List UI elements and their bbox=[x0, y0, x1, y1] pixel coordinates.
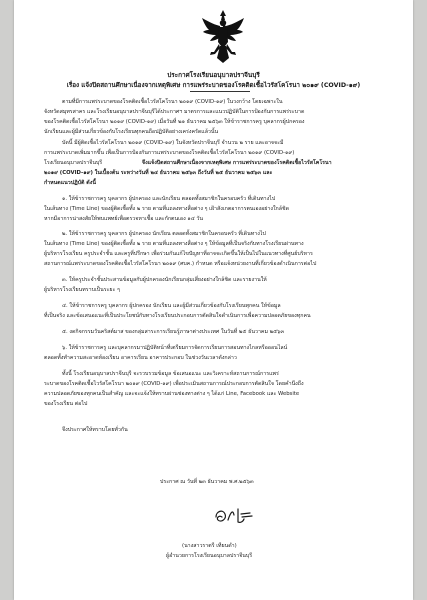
paragraph-1-line-2: จังหวัดสมุทรสาคร และโรงเรียนอนุบาลปราจีนบุรีได้ประกาศฯ มาตรการและแนวปฏิบัติในการป้องกันการแพร่ระบาด bbox=[44, 109, 305, 115]
paragraph-2-line-5: กำหนดแนวปฏิบัติ ดังนี้ bbox=[44, 180, 96, 186]
paragraph-1-line-4: นักเรียนและผู้มีส่วนเกี่ยวข้องกับโรงเรียนทุกคนถือปฏิบัติอย่างเคร่งครัดแล้วนั้น bbox=[44, 129, 219, 135]
item-4-line-1: ๔. ให้ข้าราชการครู บุคลากร ผู้ปกครอง นักเรียน และผู้มีส่วนเกี่ยวข้องกับโรงเรียนทุกคน ให้ข้อมูล bbox=[62, 303, 281, 309]
closing-para-line-2: ระบาดของโรคติดเชื้อไวรัสโคโรนา ๒๐๑๙ (COVID-๑๙) เพื่อประเมินสถานการณ์ประกอบการตัดสินใจ โดยคำนึงถึง bbox=[44, 381, 304, 387]
handwritten-signature-icon bbox=[212, 505, 258, 527]
item-2-line-4: สถานการณ์แพร่ระบาดของโรคติดเชื้อไวรัสโคโรนา ๒๐๑๙ (ศบค.) กำหนด หรือแจ้งหน่วยงานที่เกี่ยวข้องดำเนินการต่อไป bbox=[44, 261, 317, 267]
closing-statement: จึงประกาศให้ทราบโดยทั่วกัน bbox=[62, 427, 128, 433]
announcement-page bbox=[14, 0, 413, 600]
item-3-line-2: ผู้บริหารโรงเรียนทราบเป็นระยะ ๆ bbox=[44, 287, 120, 293]
paragraph-2-line-2: การแพร่ระบาดเพิ่มมากขึ้น เพื่อเป็นการป้องกันการแพร่ระบาดของโรคติดเชื้อไวรัสโคโรนา ๒๐๑๙ (COVID-๑๙) bbox=[44, 150, 295, 156]
paragraph-2-line-3-bold: จึงแจ้งปิดสถานศึกษาเนื่องจากเหตุพิเศษ การแพร่ระบาดของโรคติดเชื้อไวรัสโคโรนา bbox=[142, 160, 332, 166]
title-divider bbox=[190, 91, 250, 92]
signer-name: (นางสาวราตรี เทียนดำ) bbox=[182, 543, 237, 549]
item-6-line-1: ๖. ให้ข้าราชการครู และบุคลากรมาปฏิบัติหน้าที่เตรียมการจัดการเรียนการสอนทางไกลหรือออนไลน์ bbox=[62, 345, 288, 351]
paragraph-1-line-3: ของโรคติดเชื้อไวรัสโคโรนา ๒๐๑๙ (COVID-๑๙) เมื่อวันที่ ๒๑ ธันวาคม ๒๕๖๓ ให้ข้าราชการครู บุคลากรผู้ปกครอง bbox=[44, 119, 305, 125]
item-2-line-1: ๒. ให้ข้าราชการครู บุคลากร ผู้ปกครอง นักเรียน ตลอดทั้งสมาชิกในครอบครัว ที่เดินทางไป bbox=[62, 231, 266, 237]
item-1-line-3: หากมีอาการน่าสงสัยให้พบแพทย์เพื่อตรวจหาเชื้อ และกักตนเอง ๑๔ วัน bbox=[44, 216, 204, 222]
item-1-line-2: ในเส้นทาง (Time Line) ของผู้ติดเชื้อทั้ง ๒ ราย ตามที่แถลงทางสื่อต่าง ๆ เฝ้าสังเกตอาการตนเองอย่างใกล้ชิด bbox=[44, 206, 290, 212]
closing-para-line-3: ความปลอดภัยของทุกคนเป็นสำคัญ และจะแจ้งให้ทราบผ่านช่องทางต่าง ๆ ได้แก่ Line, Facebook และ Website bbox=[44, 391, 300, 397]
item-1-line-1: ๑. ให้ข้าราชการครู บุคลากร ผู้ปกครอง และนักเรียน ตลอดทั้งสมาชิกในครอบครัว ที่เดินทางไป bbox=[62, 196, 276, 202]
item-5-line-1: ๕. งดกิจกรรมวันคริสต์มาส ของกลุ่มสาระการเรียนรู้ภาษาต่างประเทศ ในวันที่ ๒๕ ธันวาคม ๒๕๖๓ bbox=[62, 329, 285, 335]
document-header-title: ประกาศโรงเรียนอนุบาลปราจีนบุรี bbox=[167, 71, 260, 79]
item-2-line-2: ในเส้นทาง (Time Line) ของผู้ติดเชื้อทั้ง ๒ ราย ตามที่แถลงทางสื่อต่าง ๆ ให้ข้อมูลที่เป็นจริงกับทางโรงเรียนผ่านทาง bbox=[44, 241, 304, 247]
closing-para-line-1: ทั้งนี้ โรงเรียนอนุบาลปราจีนบุรี จะรวบรวมข้อมูล ข้อเสนอแนะ และวิเคราะห์สถานการณ์การแพร่ bbox=[62, 371, 279, 377]
paragraph-1-line-1: ตามที่มีการแพร่ระบาดของโรคติดเชื้อไวรัสโคโรนา ๒๐๑๙ (COVID-๑๙) ในวงกว้าง โดยเฉพาะใน bbox=[62, 99, 283, 105]
item-2-line-3: ผู้บริหารโรงเรียน ครูประจำชั้น และครูที่ปรึกษา เพื่อร่วมกันแก้ไขปัญหาที่อาจจะเกิดขึ้นให้เป็นไปในแนวทางที่ศูนย์บริหาร bbox=[44, 251, 313, 257]
garuda-emblem-icon bbox=[200, 8, 246, 64]
closing-para-line-4: ของโรงเรียน ต่อไป bbox=[44, 401, 88, 407]
paragraph-2-line-4-bold: ๒๐๑๙ (COVID-๑๙) ในเบื้องต้น ระหว่างวันที่ ๒๔ ธันวาคม ๒๕๖๓ ถึงวันที่ ๒๕ ธันวาคม ๒๕๖๓ และ bbox=[44, 170, 273, 176]
signer-title: ผู้อำนวยการโรงเรียนอนุบาลปราจีนบุรี bbox=[166, 553, 253, 559]
paragraph-2-line-3-start: โรงเรียนอนุบาลปราจีนบุรี bbox=[44, 160, 103, 166]
paragraph-2-line-1: บัดนี้ มีผู้ติดเชื้อไวรัสโคโรนา ๒๐๑๙ (COVID-๑๙) ในจังหวัดปราจีนบุรี จำนวน ๒ ราย และอาจจะมี bbox=[62, 140, 284, 146]
item-6-line-2: ตลอดทั้งทำความสะอาดห้องเรียน อาคารเรียน อาคารประกอบ ในช่วงวันเวลาดังกล่าว bbox=[44, 355, 237, 361]
item-3-line-1: ๓. ให้ครูประจำชั้นประสานข้อมูลกับผู้ปกครองนักเรียนกลุ่มเสี่ยงอย่างใกล้ชิด และรายงานให้ bbox=[62, 277, 267, 283]
announce-date: ประกาศ ณ วันที่ ๒๓ ธันวาคม พ.ศ.๒๕๖๓ bbox=[160, 479, 254, 485]
item-4-line-2: ที่เป็นจริง และข้อเสนอแนะที่เป็นประโยชน์กับทางโรงเรียนประกอบการตัดสินใจดำเนินการเพื่อความปลอดภัยของทุกคน bbox=[44, 313, 311, 319]
document-subject: เรื่อง แจ้งปิดสถานศึกษาเนื่องจากเหตุพิเศษ การแพร่ระบาดของโรคติดเชื้อไวรัสโคโรนา ๒๐๑๙ (COVID-๑๙) bbox=[66, 82, 361, 89]
